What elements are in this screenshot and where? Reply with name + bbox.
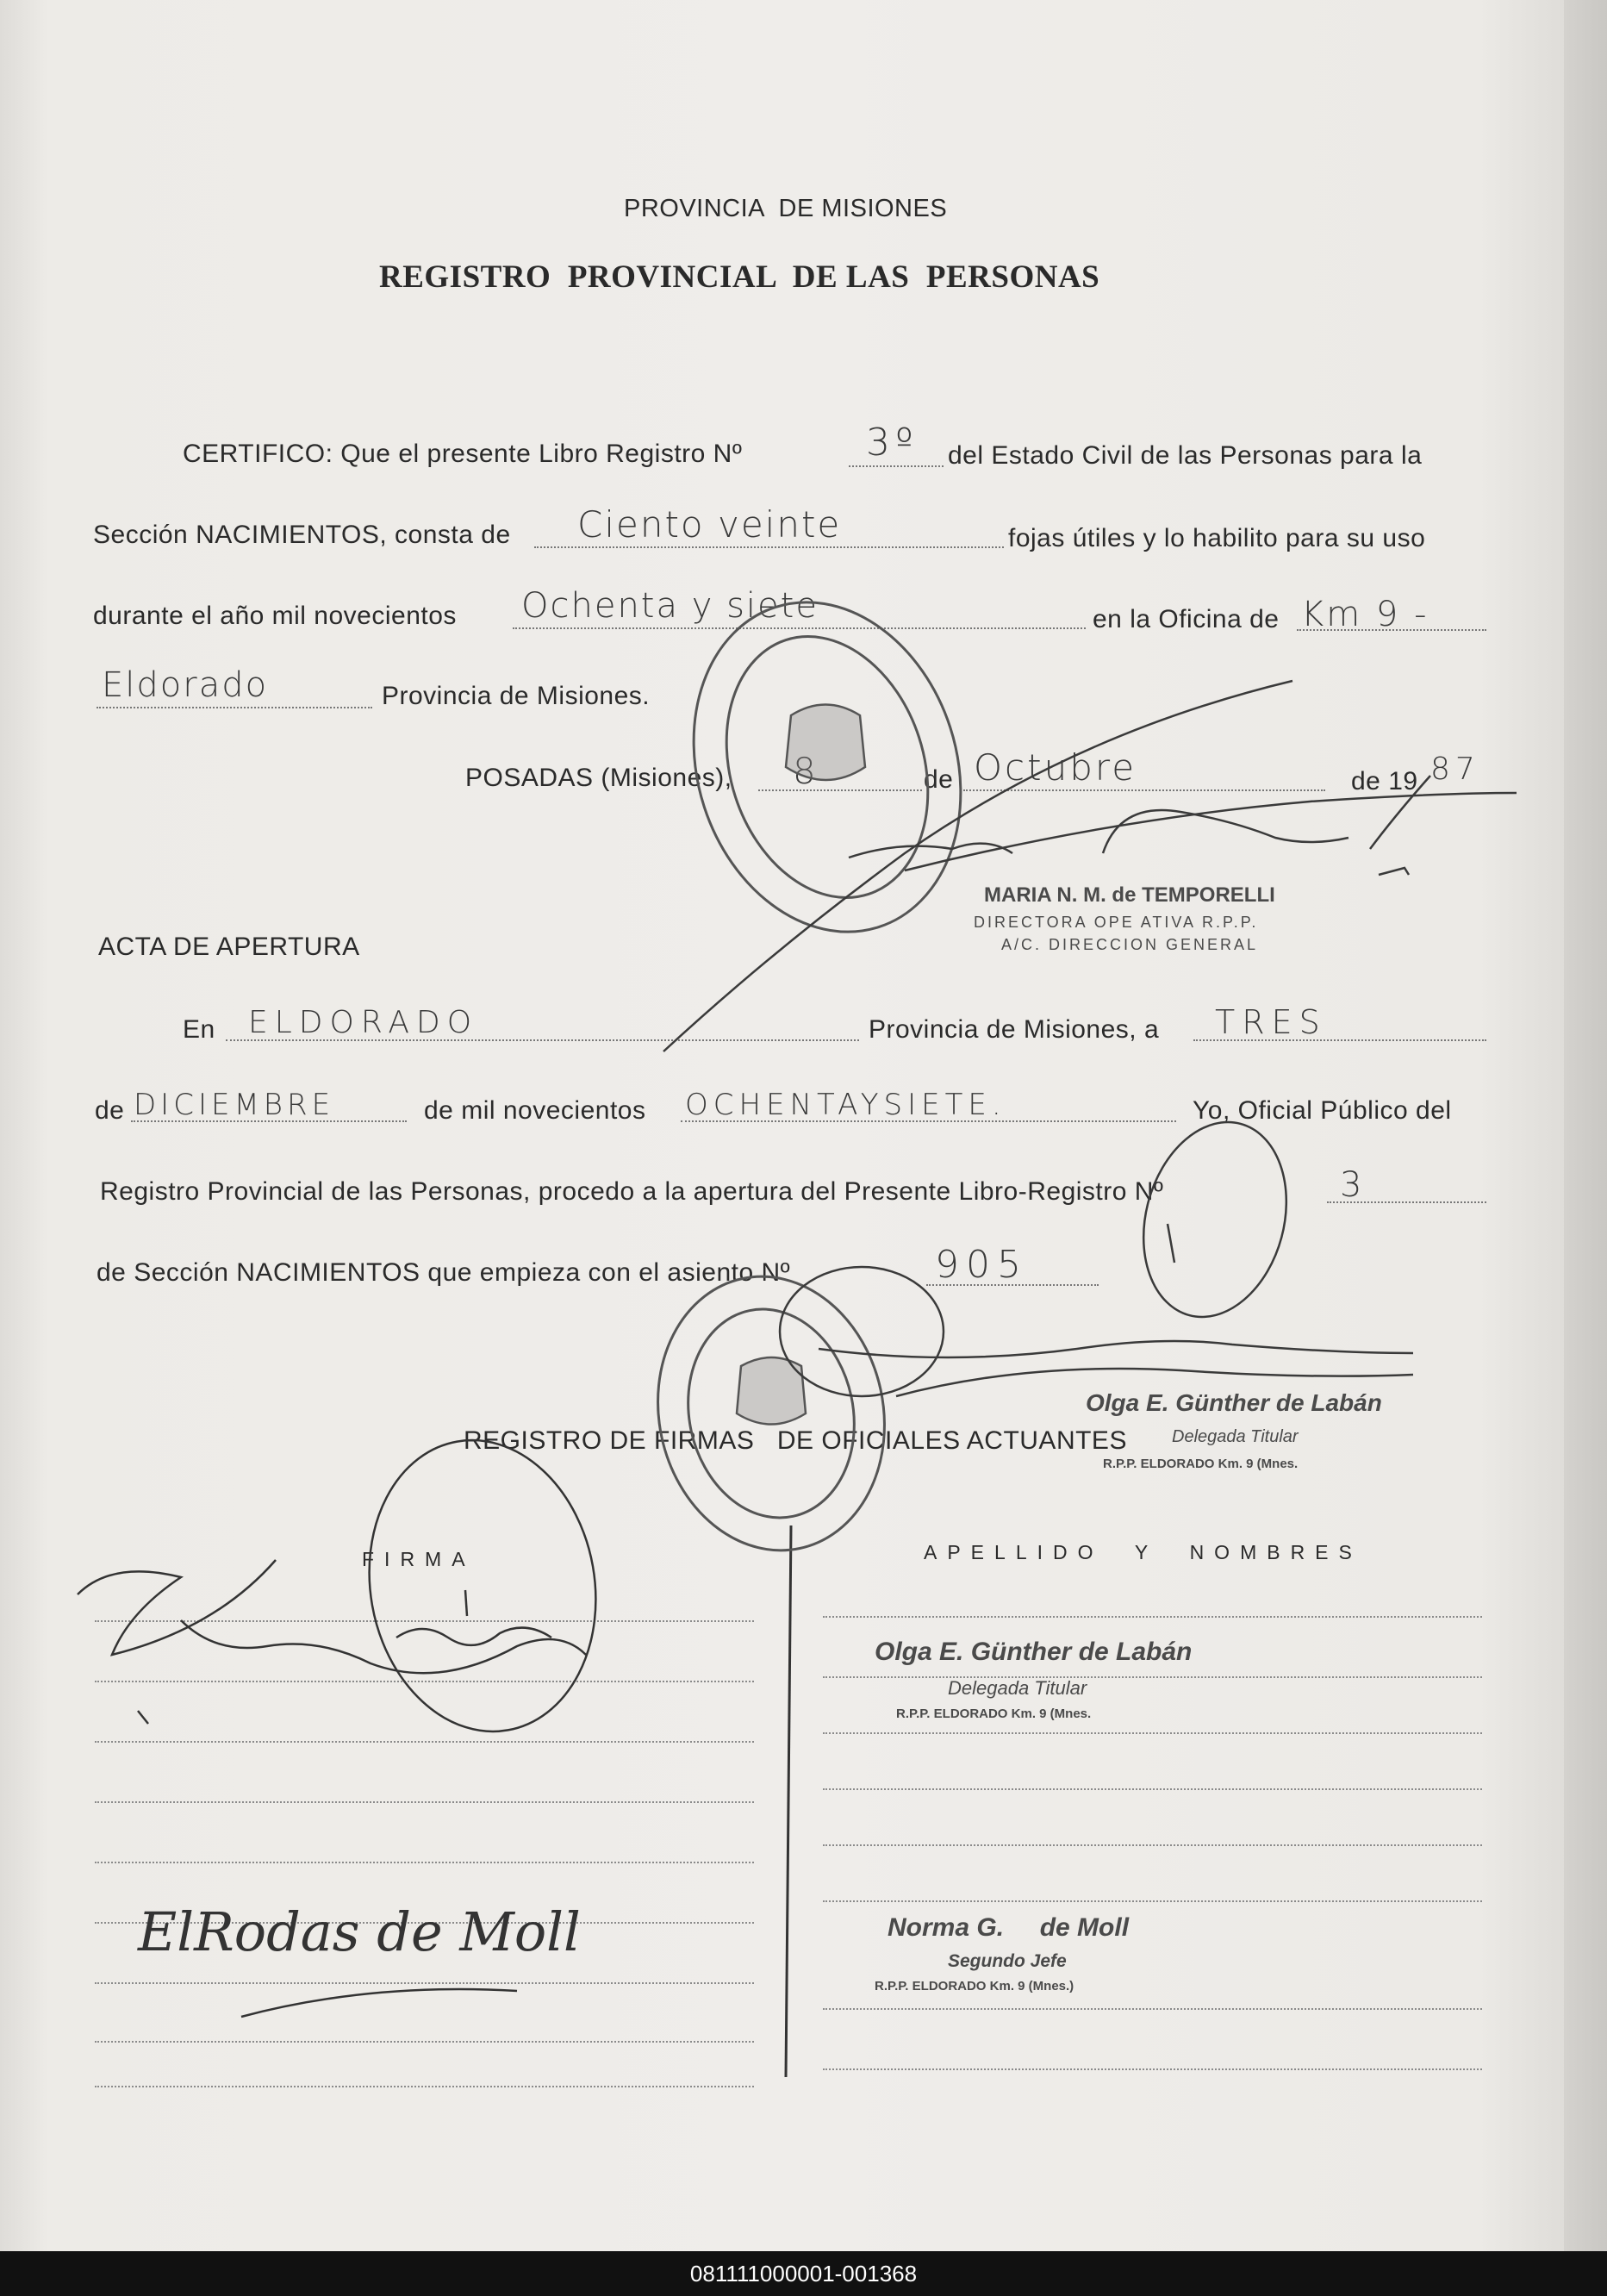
signatures-heading: REGISTRO DE FIRMAS DE OFICIALES ACTUANTES [464,1426,1127,1455]
director-sub: A/C. DIRECCION GENERAL [1001,936,1259,953]
acta-book-handwritten: 3 [1340,1165,1367,1205]
acta-year-handwritten: OCHENTAYSIETE. [685,1088,1006,1122]
date-de: de [924,765,954,794]
official2-office: R.P.P. ELDORADO Km. 9 (Mnes.) [875,1979,1074,1993]
acta-prov: Provincia de Misiones, a [869,1015,1160,1044]
cert-line4-b: Provincia de Misiones. [382,682,651,710]
delegation-seal [633,1255,910,1571]
office-handwritten: Km 9 - [1301,595,1429,634]
acta-day-handwritten: TRES [1215,1003,1327,1041]
month-handwritten: Octubre [974,746,1137,789]
city-handwritten: ELDORADO [248,1005,479,1040]
date-de-year: de 19 [1351,767,1418,795]
official2-name: Norma G. de Moll [888,1913,1130,1942]
signature-gunther [78,1422,619,1750]
acta-heading: ACTA DE APERTURA [98,933,360,961]
book-number-handwritten: 3º [866,421,919,465]
official1-name: Olga E. Günther de Labán [875,1638,1193,1666]
official1-title: Delegada Titular [948,1677,1087,1699]
place-handwritten: Eldorado [102,665,269,705]
year-handwritten: Ochenta y siete [521,586,819,626]
col-firma: FIRMA [362,1548,476,1570]
year2-handwritten: 87 [1430,752,1480,787]
cert-line1-b: del Estado Civil de las Personas para la [948,441,1423,470]
signature-moll: ElRodas de Moll [138,1900,581,1963]
delegate-name: Olga E. Günther de Labán [1086,1389,1382,1416]
pages-handwritten: Ciento veinte [577,503,842,546]
acta-de: de [95,1096,125,1125]
document-code: 081111000001-001368 [0,2251,1607,2296]
acta-line4: de Sección NACIMIENTOS que empieza con el asiento Nº [97,1258,791,1287]
provincial-seal [652,567,1002,967]
acta-en: En [183,1015,215,1044]
delegate-title: Delegada Titular [1172,1427,1299,1446]
official2-title: Segundo Jefe [948,1951,1067,1971]
signature-moll-flourish [241,1989,517,2017]
official1-office: R.P.P. ELDORADO Km. 9 (Mnes. [896,1706,1092,1721]
column-divider [786,1525,791,2077]
day-handwritten: 8 [793,750,821,792]
delegate-office: R.P.P. ELDORADO Km. 9 (Mnes. [1103,1457,1299,1471]
cert-line3-b: en la Oficina de [1093,605,1280,633]
cert-line3-a: durante el año mil novecientos [93,602,457,630]
registry-heading: REGISTRO PROVINCIAL DE LAS PERSONAS [379,259,1100,295]
cert-line2-a: Sección NACIMIENTOS, consta de [93,521,511,549]
acta-signature [780,1106,1413,1396]
place-date: POSADAS (Misiones), [465,764,732,792]
acta-entry-handwritten: 905 [935,1243,1028,1287]
acta-line3: Registro Provincial de las Personas, procedo a la apertura del Presente Libro-Registro Nº [100,1177,1164,1206]
acta-yo: Yo, Oficial Público del [1193,1096,1452,1125]
director-title: DIRECTORA OPE ATIVA R.P.P. [974,914,1259,931]
province-heading: PROVINCIA DE MISIONES [624,195,948,222]
cert-line1-a: CERTIFICO: Que el presente Libro Registro Nº [183,440,743,468]
director-name: MARIA N. M. de TEMPORELLI [984,883,1275,907]
cert-line2-b: fojas útiles y lo habilito para su uso [1008,524,1426,552]
col-apellido: APELLIDO Y NOMBRES [924,1541,1362,1563]
acta-mil: de mil novecientos [424,1096,646,1125]
acta-month-handwritten: DICIEMBRE [134,1088,335,1122]
